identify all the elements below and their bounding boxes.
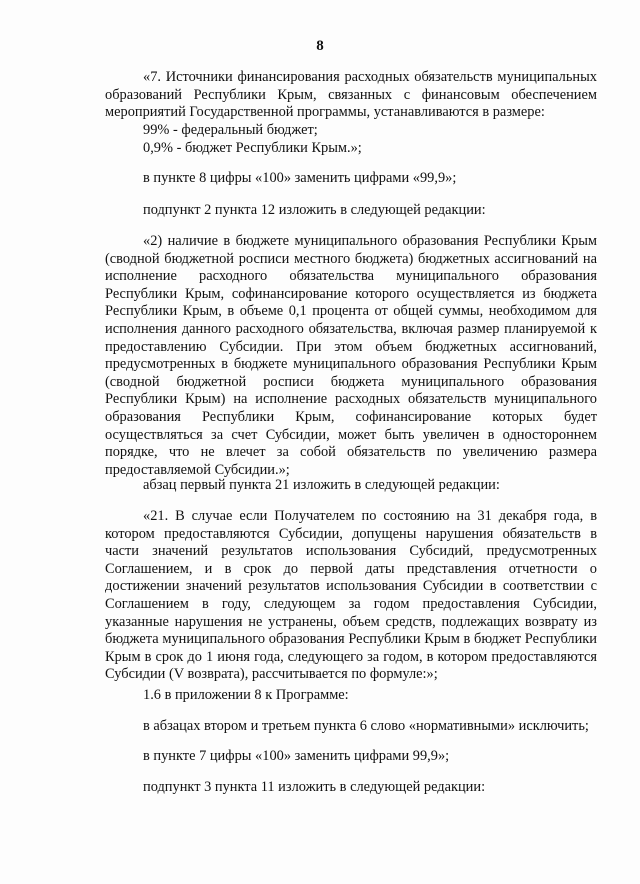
paragraph-subitem3-heading: подпункт 3 пункта 11 изложить в следующей редакции: bbox=[143, 779, 486, 795]
paragraph-item7-replace: в пункте 7 цифры «100» заменить цифрами 99,9»; bbox=[143, 748, 450, 764]
paragraph-funding-sources: «7. Источники финансирования расходных обязательств муниципальных образований Республики Крым, связанных с финансовым обеспечением мероприятий Государственной программы, устанавливаются в размере: bbox=[105, 69, 597, 121]
paragraph-item21-text: «21. В случае если Получателем по состоянию на 31 декабря года, в котором предоставляются Субсидии, допущены нарушения обязательств в части значений результатов использования Субсидий, предусмотренных Соглашением, и в срок до первой даты представления отчетности о достижении значений результатов использования Субсидии в соответствии с Соглашением в году, следующем за годом предоставления Субсидии, указанные нарушения не устранены, объем средств, подлежащих возврату из бюджета муниципального образования Республики Крым в бюджет Республики Крым в срок до 1 июня года, следующего за годом, в котором предоставляются Субсидии (V возврата), рассчитывается по формуле:»; bbox=[105, 508, 597, 683]
paragraph-crimea-budget: 0,9% - бюджет Республики Крым.»; bbox=[143, 140, 362, 156]
paragraph-federal-budget: 99% - федеральный бюджет; bbox=[143, 122, 318, 138]
paragraph-item6-exclude: в абзацах втором и третьем пункта 6 слово «нормативными» исключить; bbox=[143, 718, 589, 734]
paragraph-appendix8-heading: 1.6 в приложении 8 к Программе: bbox=[143, 687, 349, 703]
paragraph-subitem2-text: «2) наличие в бюджете муниципального образования Республики Крым (сводной бюджетной росписи местного бюджета) бюджетных ассигнований на исполнение расходного обязательства муниципального образования Республики Крым, софинансирование которого осуществляется из бюджета Республики Крым, в объеме 0,1 процента от общей суммы, необходимом для исполнения данного расходного обязательства, включая размер планируемой к предоставлению Субсидии. При этом объем бюджетных ассигнований, предусмотренных в бюджете муниципального образования Республики Крым (сводной бюджетной росписи бюджета муниципального образования Республики Крым) на исполнение расходных обязательств муниципального образования Республики Крым, софинансирование которых будет осуществляться за счет Субсидии, может быть увеличен в одностороннем порядке, что не влечет за собой обязательств по увеличению размера предоставляемой Субсидии.»; bbox=[105, 233, 597, 478]
page-number: 8 bbox=[316, 38, 324, 54]
paragraph-subitem2-heading: подпункт 2 пункта 12 изложить в следующей редакции: bbox=[143, 202, 486, 218]
paragraph-item21-heading: абзац первый пункта 21 изложить в следующей редакции: bbox=[143, 477, 500, 493]
paragraph-item8-replace: в пункте 8 цифры «100» заменить цифрами «99,9»; bbox=[143, 170, 457, 186]
